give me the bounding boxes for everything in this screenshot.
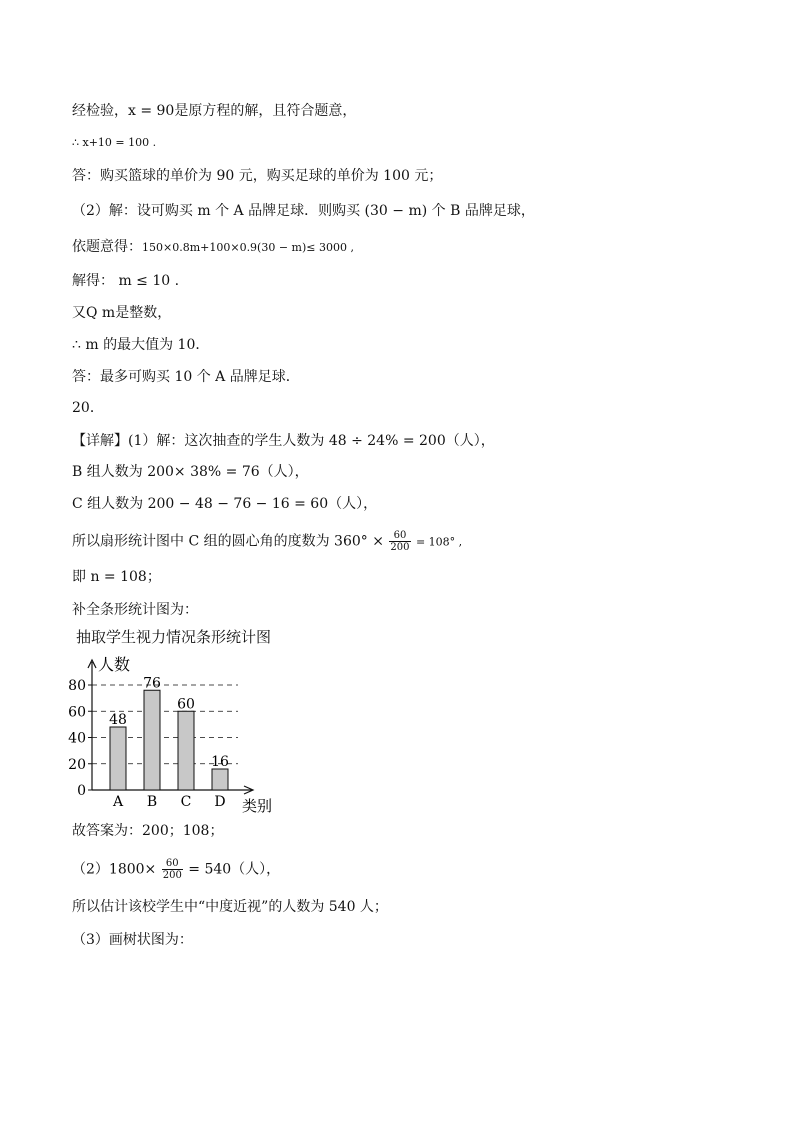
line-answer-2: 答：最多可购买 10 个 A 品牌足球． <box>72 369 300 385</box>
y-tick-label-0: 0 <box>77 783 86 799</box>
bar-D <box>212 769 228 790</box>
angle-fraction <box>389 530 410 553</box>
bar-value-label-D: 16 <box>211 754 229 770</box>
estimate-result: = 540（人）， <box>188 861 281 878</box>
y-tick-label-40: 40 <box>68 730 86 747</box>
line-m-max: ∴ m 的最大值为 10． <box>72 337 210 353</box>
line-therefore-x: ∴ x+10 = 100 . <box>72 136 157 149</box>
x-tick-label-C: C <box>180 794 192 810</box>
line-answer-1: 答：购买篮球的单价为 90 元，购买足球的单价为 100 元； <box>72 168 443 184</box>
x-axis-label: 类别 <box>242 797 273 815</box>
bar-A <box>110 727 126 790</box>
y-tick-label-60: 60 <box>68 704 86 721</box>
line-part3-tree: （3）画树状图为： <box>72 932 193 948</box>
bar-C <box>178 711 194 790</box>
estimate-fraction-numerator: 60 <box>162 858 183 870</box>
line-inequality <box>72 237 354 258</box>
line-complete-chart: 补全条形统计图为： <box>72 602 198 618</box>
chart-title: 抽取学生视力情况条形统计图 <box>76 628 272 646</box>
bar-value-label-A: 48 <box>109 712 127 728</box>
y-tick-label-20: 20 <box>68 756 86 773</box>
angle-result: = 108° , <box>415 535 463 549</box>
y-axis-label: 人数 <box>98 655 131 674</box>
line-part2-estimate <box>72 858 280 881</box>
line-n-value: 即 n = 108； <box>72 569 161 585</box>
bar-value-label-B: 76 <box>143 675 161 692</box>
line-solve-m: 解得： m ≤ 10 . <box>72 273 180 289</box>
y-tick-label-80: 80 <box>68 678 86 694</box>
x-tick-label-D: D <box>214 794 226 810</box>
angle-fraction-numerator: 60 <box>389 530 410 542</box>
line-part2-setup: （2）解：设可购买 m 个 A 品牌足球．则购买 (30 − m) 个 B 品牌足球， <box>72 203 535 219</box>
bar-value-label-C: 60 <box>177 696 195 713</box>
inequality-expression: 150×0.8m+100×0.9(30 − m)≤ 3000 , <box>142 241 354 254</box>
inequality-prefix: 依题意得： <box>72 239 142 255</box>
angle-fraction-denominator: 200 <box>390 542 410 553</box>
estimate-fraction-denominator: 200 <box>162 870 182 881</box>
line-question-20: 20． <box>72 400 104 416</box>
x-tick-label-B: B <box>146 794 158 810</box>
line-group-c: C 组人数为 200 − 48 − 76 − 16 = 60（人）， <box>72 496 378 512</box>
line-m-integer: 又Q m是整数， <box>72 305 172 321</box>
line-detail-total: 【详解】(1）解：这次抽查的学生人数为 48 ÷ 24% = 200（人）， <box>72 433 495 449</box>
line-answer-20-1: 故答案为：200；108； <box>72 823 224 839</box>
estimate-fraction <box>162 858 183 881</box>
line-estimate-conclusion: 所以估计该校学生中“中度近视”的人数为 540 人； <box>72 899 388 915</box>
angle-prefix: 所以扇形统计图中 C 组的圆心角的度数为 360° × <box>72 533 384 550</box>
estimate-prefix: （2）1800× <box>72 861 157 878</box>
bar-B <box>144 690 160 790</box>
bar-chart <box>60 650 360 820</box>
line-central-angle <box>72 530 462 553</box>
line-group-b: B 组人数为 200× 38% = 76（人）， <box>72 464 309 480</box>
x-tick-label-A: A <box>112 794 124 810</box>
line-verification: 经检验，x = 90是原方程的解，且符合题意， <box>72 103 357 119</box>
